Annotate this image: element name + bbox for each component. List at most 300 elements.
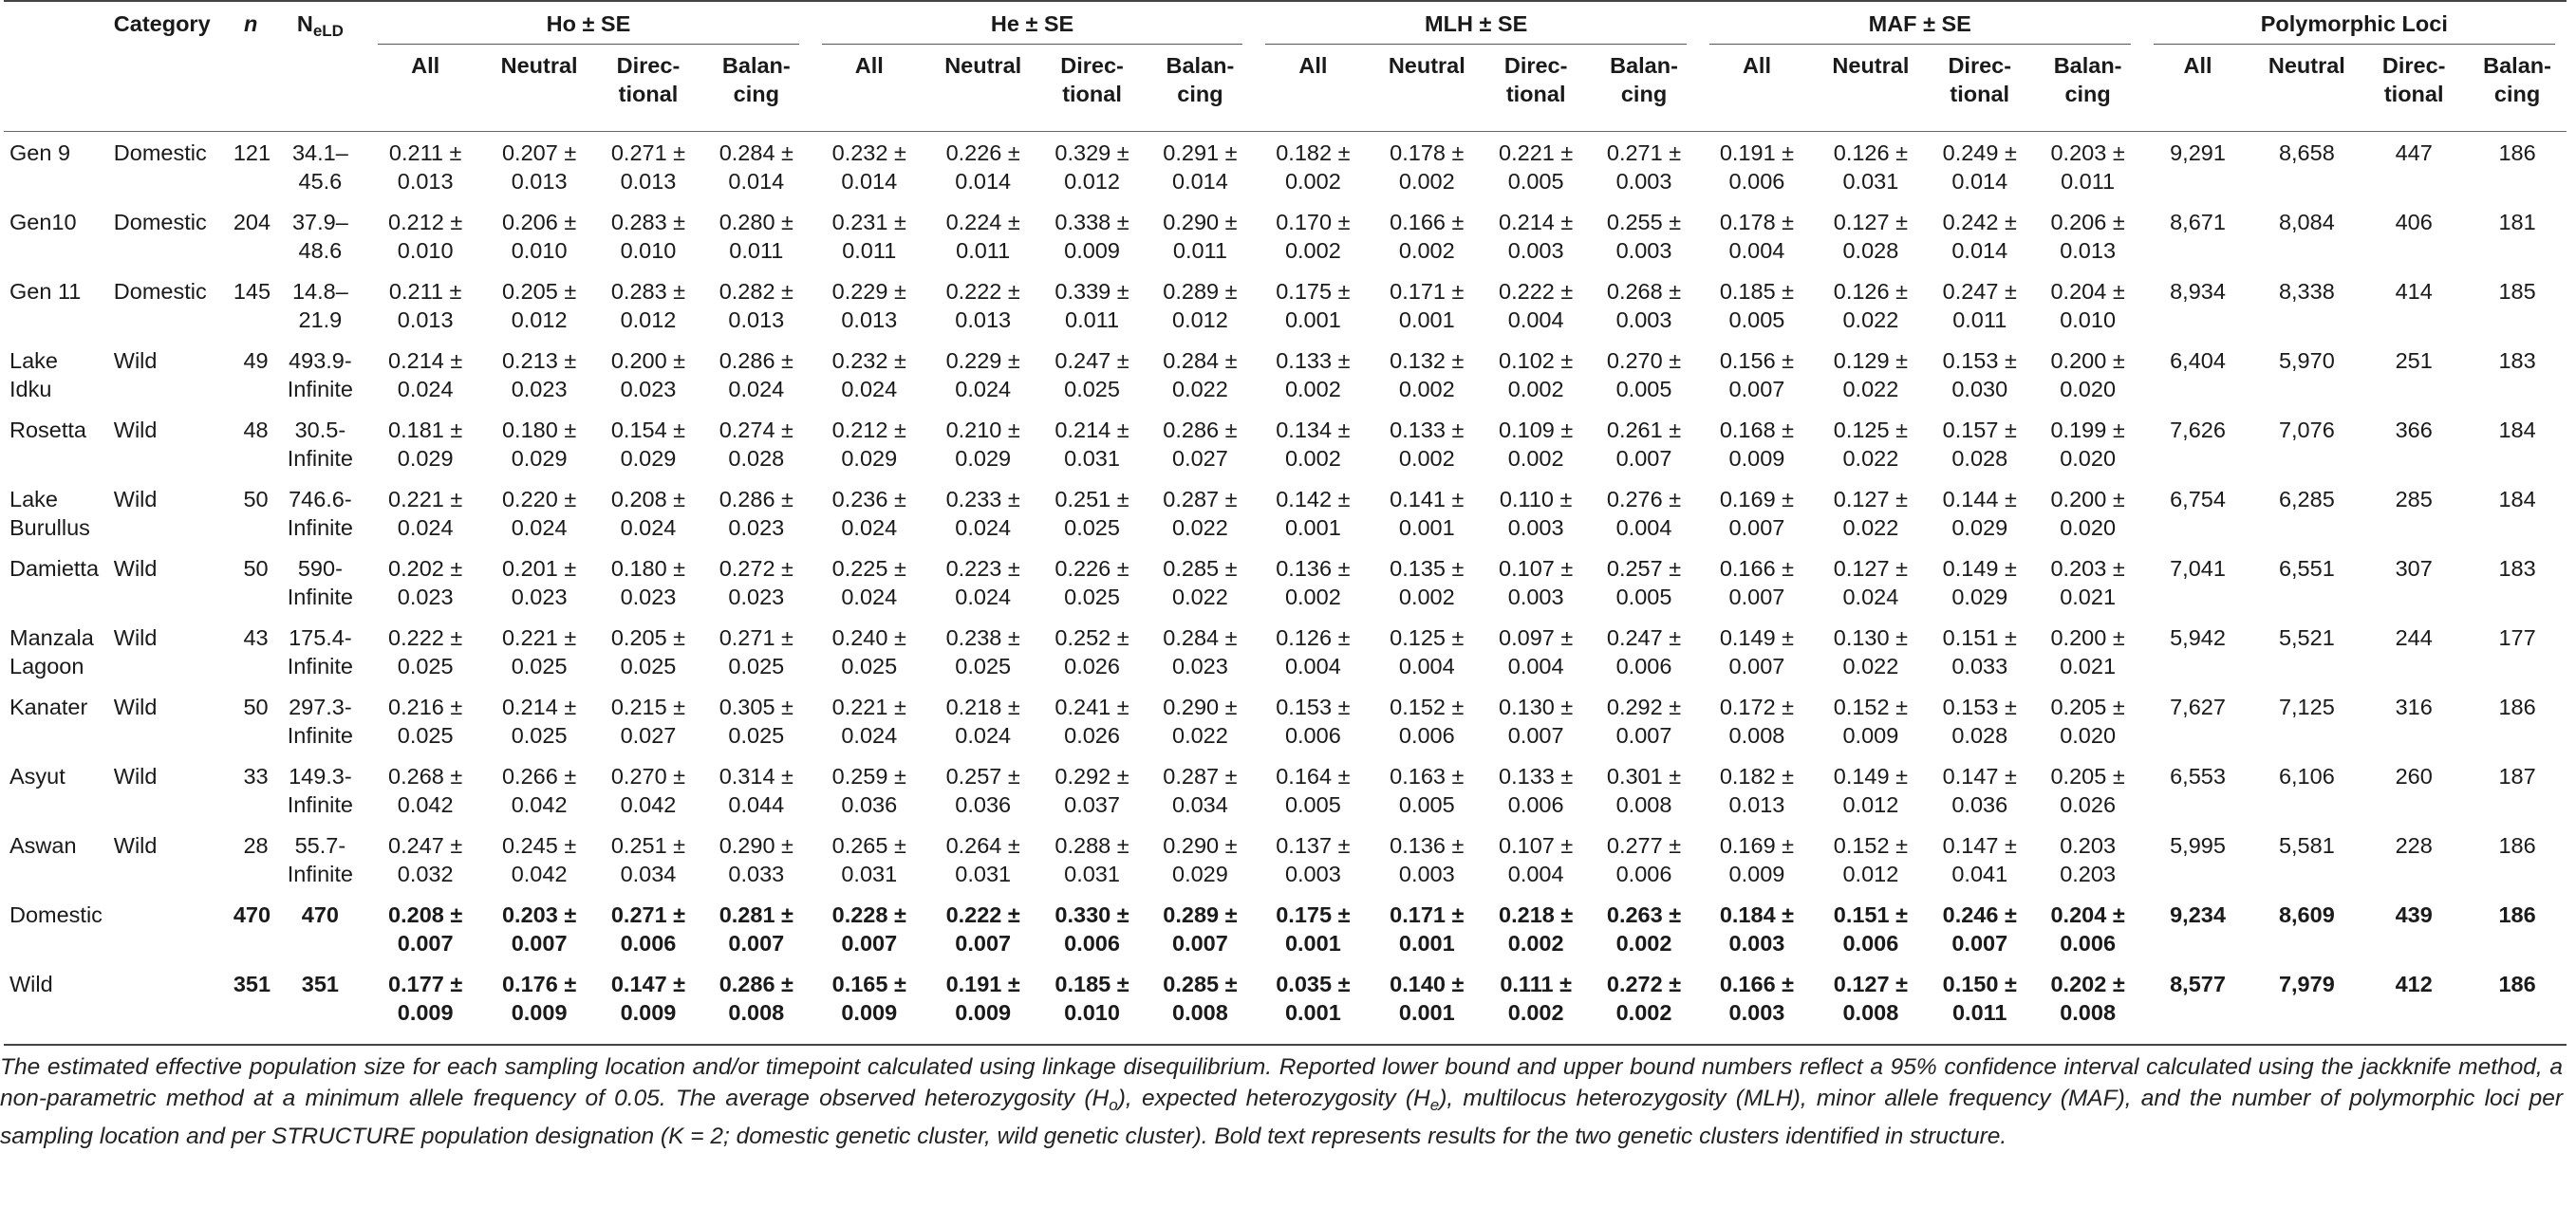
value-cell: 0.289 ± 0.012 [1163,279,1238,332]
loci-cell: 7,125 [2278,695,2335,719]
data-table [4,0,2567,1046]
value-cell: 0.305 ± 0.025 [719,695,793,748]
value-cell: 0.232 ± 0.024 [831,348,906,401]
loci-cell: 251 [2395,348,2433,373]
value-cell: 0.185 ± 0.005 [1719,279,1795,332]
value-cell: 0.283 ± 0.010 [610,210,686,263]
category-cell: Wild [113,418,158,442]
group-underline [1709,44,2131,45]
value-cell: 0.144 ± 0.029 [1942,487,2017,540]
value-cell: 0.271 ± 0.006 [610,902,686,956]
category-cell [108,894,228,963]
value-cell: 0.127 ± 0.008 [1816,963,1926,1045]
value-cell: 0.135 ± 0.002 [1390,556,1465,609]
nel-cell: 30.5- Infinite [287,418,353,471]
subheader-loci-3: Balan- cing [2468,46,2567,132]
value-cell: 0.211 ± 0.013 [388,140,462,194]
n-cell: 33 [243,764,269,789]
value-cell: 0.129 ± 0.022 [1833,348,1908,401]
value-cell: 0.153 ± 0.006 [1276,695,1351,748]
value-cell: 0.249 ± 0.014 [1942,140,2017,194]
value-cell: 0.210 ± 0.029 [945,418,1020,471]
value-cell: 0.284 ± 0.014 [719,140,793,194]
loci-cell: 439 [2395,902,2433,927]
value-cell: 0.151 ± 0.006 [1833,902,1908,956]
value-cell: 0.203 ± 0.011 [2050,140,2125,194]
value-cell: 0.203 ± 0.021 [2050,556,2125,609]
nel-cell: 297.3- Infinite [287,695,353,748]
value-cell: 0.126 ± 0.031 [1833,140,1908,194]
loci-cell: 366 [2395,418,2433,442]
value-cell: 0.292 ± 0.037 [1055,764,1129,817]
value-cell: 0.225 ± 0.024 [831,556,906,609]
value-cell: 0.208 ± 0.007 [388,902,463,956]
n-cell: 50 [243,695,269,719]
value-cell: 0.035 ± 0.001 [1254,963,1372,1045]
value-cell: 0.166 ± 0.002 [1390,210,1465,263]
loci-cell: 9,291 [2170,140,2226,165]
value-cell: 0.218 ± 0.002 [1499,902,1574,956]
value-cell: 0.147 ± 0.036 [1942,764,2017,817]
category-cell: Domestic [113,140,207,165]
value-cell: 0.274 ± 0.028 [719,418,793,471]
value-cell: 0.280 ± 0.011 [719,210,793,263]
n-cell: 28 [243,833,269,858]
table-row [4,755,2567,825]
value-cell: 0.247 ± 0.011 [1942,279,2017,332]
value-cell: 0.265 ± 0.031 [831,833,906,886]
value-cell: 0.201 ± 0.023 [501,556,577,609]
value-cell: 0.221 ± 0.024 [388,487,463,540]
value-cell: 0.110 ± 0.003 [1499,487,1573,540]
value-cell: 0.214 ± 0.003 [1499,210,1574,263]
value-cell: 0.271 ± 0.003 [1606,140,1682,194]
value-cell: 0.152 ± 0.009 [1833,695,1908,748]
n-cell: 48 [243,418,269,442]
caption-part2: ), expected heterozygosity (H [1117,1086,1430,1111]
nel-cell: 351 [274,963,367,1045]
population-cell: Kanater [9,695,88,719]
subheader-he-2: Direc- tional [1038,46,1147,132]
loci-cell: 8,671 [2170,210,2226,234]
value-cell: 0.130 ± 0.022 [1833,625,1908,678]
population-cell: Manzala Lagoon [9,625,94,678]
n-cell: 49 [243,348,269,373]
value-cell: 0.284 ± 0.022 [1163,348,1238,401]
value-cell: 0.130 ± 0.007 [1499,695,1574,748]
value-cell: 0.216 ± 0.025 [388,695,463,748]
subheader-ho-2: Direc- tional [594,46,702,132]
n-cell: 50 [243,556,269,581]
value-cell: 0.109 ± 0.002 [1499,418,1574,471]
value-cell: 0.205 ± 0.012 [501,279,577,332]
subheader-ho-0: All [366,46,484,132]
value-cell: 0.266 ± 0.042 [501,764,577,817]
subheader-loci-2: Direc- tional [2360,46,2468,132]
value-cell: 0.151 ± 0.033 [1942,625,2017,678]
table-row [4,548,2567,617]
value-cell: 0.165 ± 0.009 [811,963,928,1045]
value-cell: 0.204 ± 0.010 [2050,279,2125,332]
value-cell: 0.290 ± 0.029 [1163,833,1238,886]
n-cell: 50 [243,487,269,511]
loci-cell: 406 [2395,210,2433,234]
value-cell: 0.247 ± 0.032 [388,833,463,886]
value-cell: 0.271 ± 0.013 [610,140,686,194]
value-cell: 0.111 ± 0.002 [1482,963,1590,1045]
value-cell: 0.153 ± 0.030 [1942,348,2017,401]
population-cell: Gen 11 [9,279,82,304]
category-cell: Domestic [113,210,207,234]
value-cell: 0.283 ± 0.012 [610,279,686,332]
value-cell: 0.221 ± 0.024 [831,695,906,748]
value-cell: 0.241 ± 0.026 [1055,695,1129,748]
value-cell: 0.168 ± 0.009 [1719,418,1795,471]
loci-cell: 6,404 [2170,348,2226,373]
category-cell: Wild [113,625,158,650]
value-cell: 0.282 ± 0.013 [719,279,793,332]
subheader-empty [228,46,274,132]
value-cell: 0.170 ± 0.002 [1276,210,1351,263]
table-caption [0,1051,2563,1152]
value-cell: 0.133 ± 0.002 [1276,348,1351,401]
category-cell: Wild [113,487,158,511]
value-cell: 0.271 ± 0.025 [719,625,793,678]
value-cell: 0.204 ± 0.006 [2050,902,2125,956]
value-cell: 0.132 ± 0.002 [1390,348,1465,401]
value-cell: 0.134 ± 0.002 [1276,418,1351,471]
table-body [4,132,2567,1046]
value-cell: 0.285 ± 0.022 [1163,556,1238,609]
value-cell: 0.203 0.203 [2060,833,2117,886]
header-pop [4,1,108,46]
loci-cell: 5,995 [2170,833,2226,858]
nel-cell: 37.9– 48.6 [291,210,348,263]
value-cell: 0.202 ± 0.008 [2034,963,2142,1045]
table-row [4,478,2567,548]
table-row [4,201,2567,270]
value-cell: 0.231 ± 0.011 [831,210,906,263]
value-cell: 0.097 ± 0.004 [1499,625,1574,678]
value-cell: 0.211 ± 0.013 [388,279,462,332]
loci-cell: 186 [2498,140,2536,165]
category-cell: Domestic [113,279,207,304]
loci-cell: 6,551 [2278,556,2335,581]
value-cell: 0.125 ± 0.004 [1390,625,1465,678]
value-cell: 0.178 ± 0.004 [1719,210,1795,263]
loci-cell: 307 [2395,556,2433,581]
value-cell: 0.251 ± 0.025 [1055,487,1129,540]
value-cell: 0.221 ± 0.025 [501,625,577,678]
loci-cell: 260 [2395,764,2433,789]
value-cell: 0.107 ± 0.004 [1499,833,1574,886]
value-cell: 0.259 ± 0.036 [831,764,906,817]
value-cell: 0.206 ± 0.010 [501,210,577,263]
loci-cell: 186 [2498,833,2536,858]
header-group-mlh: MLH ± SE [1425,11,1528,36]
value-cell: 0.141 ± 0.001 [1390,487,1465,540]
value-cell: 0.140 ± 0.001 [1372,963,1482,1045]
value-cell: 0.290 ± 0.022 [1163,695,1238,748]
loci-cell: 6,106 [2278,764,2335,789]
value-cell: 0.272 ± 0.002 [1590,963,1698,1045]
value-cell: 0.240 ± 0.025 [831,625,906,678]
value-cell: 0.200 ± 0.023 [610,348,686,401]
population-cell: Lake Idku [9,348,58,401]
value-cell: 0.314 ± 0.044 [719,764,793,817]
loci-cell: 183 [2498,348,2536,373]
header-nel [274,1,367,46]
group-underline [1265,44,1687,45]
value-cell: 0.185 ± 0.010 [1038,963,1147,1045]
value-cell: 0.290 ± 0.033 [719,833,793,886]
table-row [4,270,2567,340]
value-cell: 0.164 ± 0.005 [1276,764,1351,817]
subheader-loci-0: All [2142,46,2254,132]
value-cell: 0.207 ± 0.013 [501,140,577,194]
value-cell: 0.206 ± 0.013 [2050,210,2125,263]
value-cell: 0.229 ± 0.024 [945,348,1020,401]
subheader-mlh-1: Neutral [1372,46,1482,132]
n-cell: 470 [233,902,271,927]
value-cell: 0.205 ± 0.025 [610,625,686,678]
subheader-mlh-0: All [1254,46,1372,132]
value-cell: 0.156 ± 0.007 [1719,348,1795,401]
value-cell: 0.242 ± 0.014 [1942,210,2017,263]
nel-cell: 470 [301,902,339,927]
value-cell: 0.181 ± 0.029 [388,418,463,471]
loci-cell: 8,658 [2278,140,2335,165]
value-cell: 0.268 ± 0.003 [1606,279,1682,332]
table-row [4,132,2567,202]
value-cell: 0.199 ± 0.020 [2050,418,2125,471]
value-cell: 0.214 ± 0.031 [1055,418,1129,471]
category-cell: Wild [113,695,158,719]
value-cell: 0.222 ± 0.025 [388,625,463,678]
n-cell: 351 [228,963,274,1045]
value-cell: 0.182 ± 0.013 [1719,764,1795,817]
value-cell: 0.157 ± 0.028 [1942,418,2017,471]
value-cell: 0.214 ± 0.025 [501,695,577,748]
subheader-row [4,46,2567,132]
value-cell: 0.205 ± 0.026 [2050,764,2125,817]
caption-part3: ), multilocus heterozygosity (MLH), minor allele frequency (MAF), and the number of polymorphic loci per sampling location and per STRUCTURE population designation (K = 2; domestic genetic cluster, wild genetic cluster). Bold text represents results for the two genetic clusters identified in structure. [0,1086,2564,1149]
loci-cell: 8,084 [2278,210,2335,234]
loci-cell: 6,553 [2170,764,2226,789]
group-underline [378,44,799,45]
value-cell: 0.133 ± 0.002 [1390,418,1465,471]
loci-cell: 6,754 [2170,487,2226,511]
value-cell: 0.169 ± 0.007 [1719,487,1795,540]
value-cell: 0.213 ± 0.023 [501,348,577,401]
value-cell: 0.191 ± 0.009 [928,963,1038,1045]
value-cell: 0.152 ± 0.006 [1390,695,1465,748]
value-cell: 0.286 ± 0.008 [702,963,811,1045]
loci-cell: 8,934 [2170,279,2226,304]
subheader-empty [108,46,228,132]
table-row [4,409,2567,478]
category-cell: Wild [113,764,158,789]
subheader-empty [274,46,367,132]
n-cell: 145 [233,279,271,304]
category-cell [108,963,228,1045]
header-nel-sub: eLD [312,22,344,40]
loci-cell: 6,285 [2278,487,2335,511]
table-row [4,686,2567,755]
subheader-he-0: All [811,46,928,132]
caption-part1: The estimated effective population size for each sampling location and/or timepoint calculated using linkage disequilibrium. Reported lower bound and upper bound numbers reflect a 95% confidence interval calculated using the jackknife method, a non-parametric method at a minimum allele frequency of 0.05. The average observed heterozygosity (H [0,1054,2563,1111]
value-cell: 0.205 ± 0.020 [2050,695,2125,748]
nel-cell: 175.4- Infinite [287,625,353,678]
value-cell: 0.142 ± 0.001 [1276,487,1351,540]
value-cell: 0.149 ± 0.029 [1942,556,2017,609]
value-cell: 0.175 ± 0.001 [1276,902,1351,956]
loci-cell: 187 [2498,764,2536,789]
n-cell: 43 [243,625,269,650]
value-cell: 0.126 ± 0.022 [1833,279,1908,332]
value-cell: 0.147 ± 0.009 [594,963,702,1045]
loci-cell: 414 [2395,279,2433,304]
value-cell: 0.149 ± 0.007 [1719,625,1795,678]
value-cell: 0.218 ± 0.024 [945,695,1020,748]
header-group-maf: MAF ± SE [1868,11,1971,36]
value-cell: 0.163 ± 0.005 [1390,764,1465,817]
nel-cell: 14.8– 21.9 [291,279,348,332]
value-cell: 0.215 ± 0.027 [610,695,686,748]
value-cell: 0.137 ± 0.003 [1276,833,1351,886]
value-cell: 0.255 ± 0.003 [1606,210,1682,263]
value-cell: 0.177 ± 0.009 [366,963,484,1045]
loci-cell: 186 [2498,695,2536,719]
value-cell: 0.180 ± 0.023 [610,556,686,609]
value-cell: 0.222 ± 0.013 [945,279,1020,332]
value-cell: 0.261 ± 0.007 [1606,418,1682,471]
loci-cell: 186 [2498,902,2536,927]
value-cell: 0.222 ± 0.004 [1499,279,1574,332]
value-cell: 0.277 ± 0.006 [1606,833,1682,886]
value-cell: 0.152 ± 0.012 [1833,833,1908,886]
value-cell: 0.288 ± 0.031 [1055,833,1129,886]
value-cell: 0.229 ± 0.013 [831,279,906,332]
nel-cell: 149.3- Infinite [287,764,353,817]
value-cell: 0.191 ± 0.006 [1719,140,1795,194]
caption-sub-o: o [1109,1096,1118,1114]
loci-cell: 5,970 [2278,348,2335,373]
value-cell: 0.246 ± 0.007 [1942,902,2017,956]
value-cell: 0.200 ± 0.020 [2050,487,2125,540]
value-cell: 0.252 ± 0.026 [1055,625,1129,678]
value-cell: 0.212 ± 0.029 [831,418,906,471]
value-cell: 0.285 ± 0.008 [1146,963,1254,1045]
value-cell: 0.289 ± 0.007 [1163,902,1238,956]
loci-cell: 184 [2498,487,2536,511]
value-cell: 0.127 ± 0.022 [1833,487,1908,540]
loci-cell: 228 [2395,833,2433,858]
value-cell: 0.238 ± 0.025 [945,625,1020,678]
group-underline [822,44,1243,45]
loci-cell: 181 [2498,210,2536,234]
value-cell: 0.290 ± 0.011 [1163,210,1238,263]
n-cell: 204 [233,210,271,234]
value-cell: 0.272 ± 0.023 [719,556,793,609]
value-cell: 0.232 ± 0.014 [831,140,906,194]
value-cell: 0.286 ± 0.027 [1163,418,1238,471]
population-cell: Domestic [9,902,103,927]
value-cell: 0.270 ± 0.005 [1606,348,1682,401]
table-row [4,340,2567,409]
value-cell: 0.228 ± 0.007 [831,902,906,956]
value-cell: 0.223 ± 0.024 [945,556,1020,609]
value-cell: 0.245 ± 0.042 [501,833,577,886]
value-cell: 0.176 ± 0.009 [484,963,594,1045]
loci-cell: 9,234 [2170,902,2226,927]
table-row [4,894,2567,963]
loci-cell: 244 [2395,625,2433,650]
loci-cell: 7,041 [2170,556,2226,581]
loci-cell: 5,942 [2170,625,2226,650]
nel-cell: 34.1– 45.6 [291,140,348,194]
loci-cell: 7,627 [2170,695,2226,719]
value-cell: 0.291 ± 0.014 [1163,140,1238,194]
category-cell: Wild [113,348,158,373]
subheader-mlh-3: Balan- cing [1590,46,1698,132]
population-cell: Aswan [9,833,77,858]
population-cell: Wild [4,963,108,1045]
value-cell: 0.257 ± 0.005 [1606,556,1682,609]
loci-cell: 447 [2395,140,2433,165]
value-cell: 0.126 ± 0.004 [1276,625,1351,678]
loci-cell: 412 [2360,963,2468,1045]
value-cell: 0.150 ± 0.011 [1926,963,2034,1045]
loci-cell: 7,979 [2253,963,2360,1045]
value-cell: 0.127 ± 0.028 [1833,210,1908,263]
value-cell: 0.154 ± 0.029 [610,418,686,471]
value-cell: 0.220 ± 0.024 [501,487,577,540]
subheader-ho-1: Neutral [484,46,594,132]
loci-cell: 316 [2395,695,2433,719]
value-cell: 0.284 ± 0.023 [1163,625,1238,678]
loci-cell: 184 [2498,418,2536,442]
value-cell: 0.107 ± 0.003 [1499,556,1574,609]
value-cell: 0.149 ± 0.012 [1833,764,1908,817]
value-cell: 0.133 ± 0.006 [1499,764,1574,817]
loci-cell: 8,338 [2278,279,2335,304]
loci-cell: 285 [2395,487,2433,511]
value-cell: 0.233 ± 0.024 [945,487,1020,540]
subheader-he-3: Balan- cing [1146,46,1254,132]
nel-cell: 590- Infinite [287,556,353,609]
value-cell: 0.270 ± 0.042 [610,764,686,817]
loci-cell: 7,076 [2278,418,2335,442]
population-cell: Gen 9 [9,140,71,165]
header-category: Category [113,11,211,36]
loci-cell: 183 [2498,556,2536,581]
value-cell: 0.208 ± 0.024 [610,487,686,540]
value-cell: 0.236 ± 0.024 [831,487,906,540]
loci-cell: 186 [2468,963,2567,1045]
population-cell: Rosetta [9,418,86,442]
value-cell: 0.276 ± 0.004 [1606,487,1682,540]
loci-cell: 177 [2498,625,2536,650]
value-cell: 0.172 ± 0.008 [1719,695,1795,748]
loci-cell: 5,581 [2278,833,2335,858]
value-cell: 0.169 ± 0.009 [1719,833,1795,886]
value-cell: 0.221 ± 0.005 [1499,140,1574,194]
nel-cell: 746.6- Infinite [287,487,353,540]
table-row [4,963,2567,1045]
header-nel-main: N [296,11,313,36]
value-cell: 0.286 ± 0.023 [719,487,793,540]
